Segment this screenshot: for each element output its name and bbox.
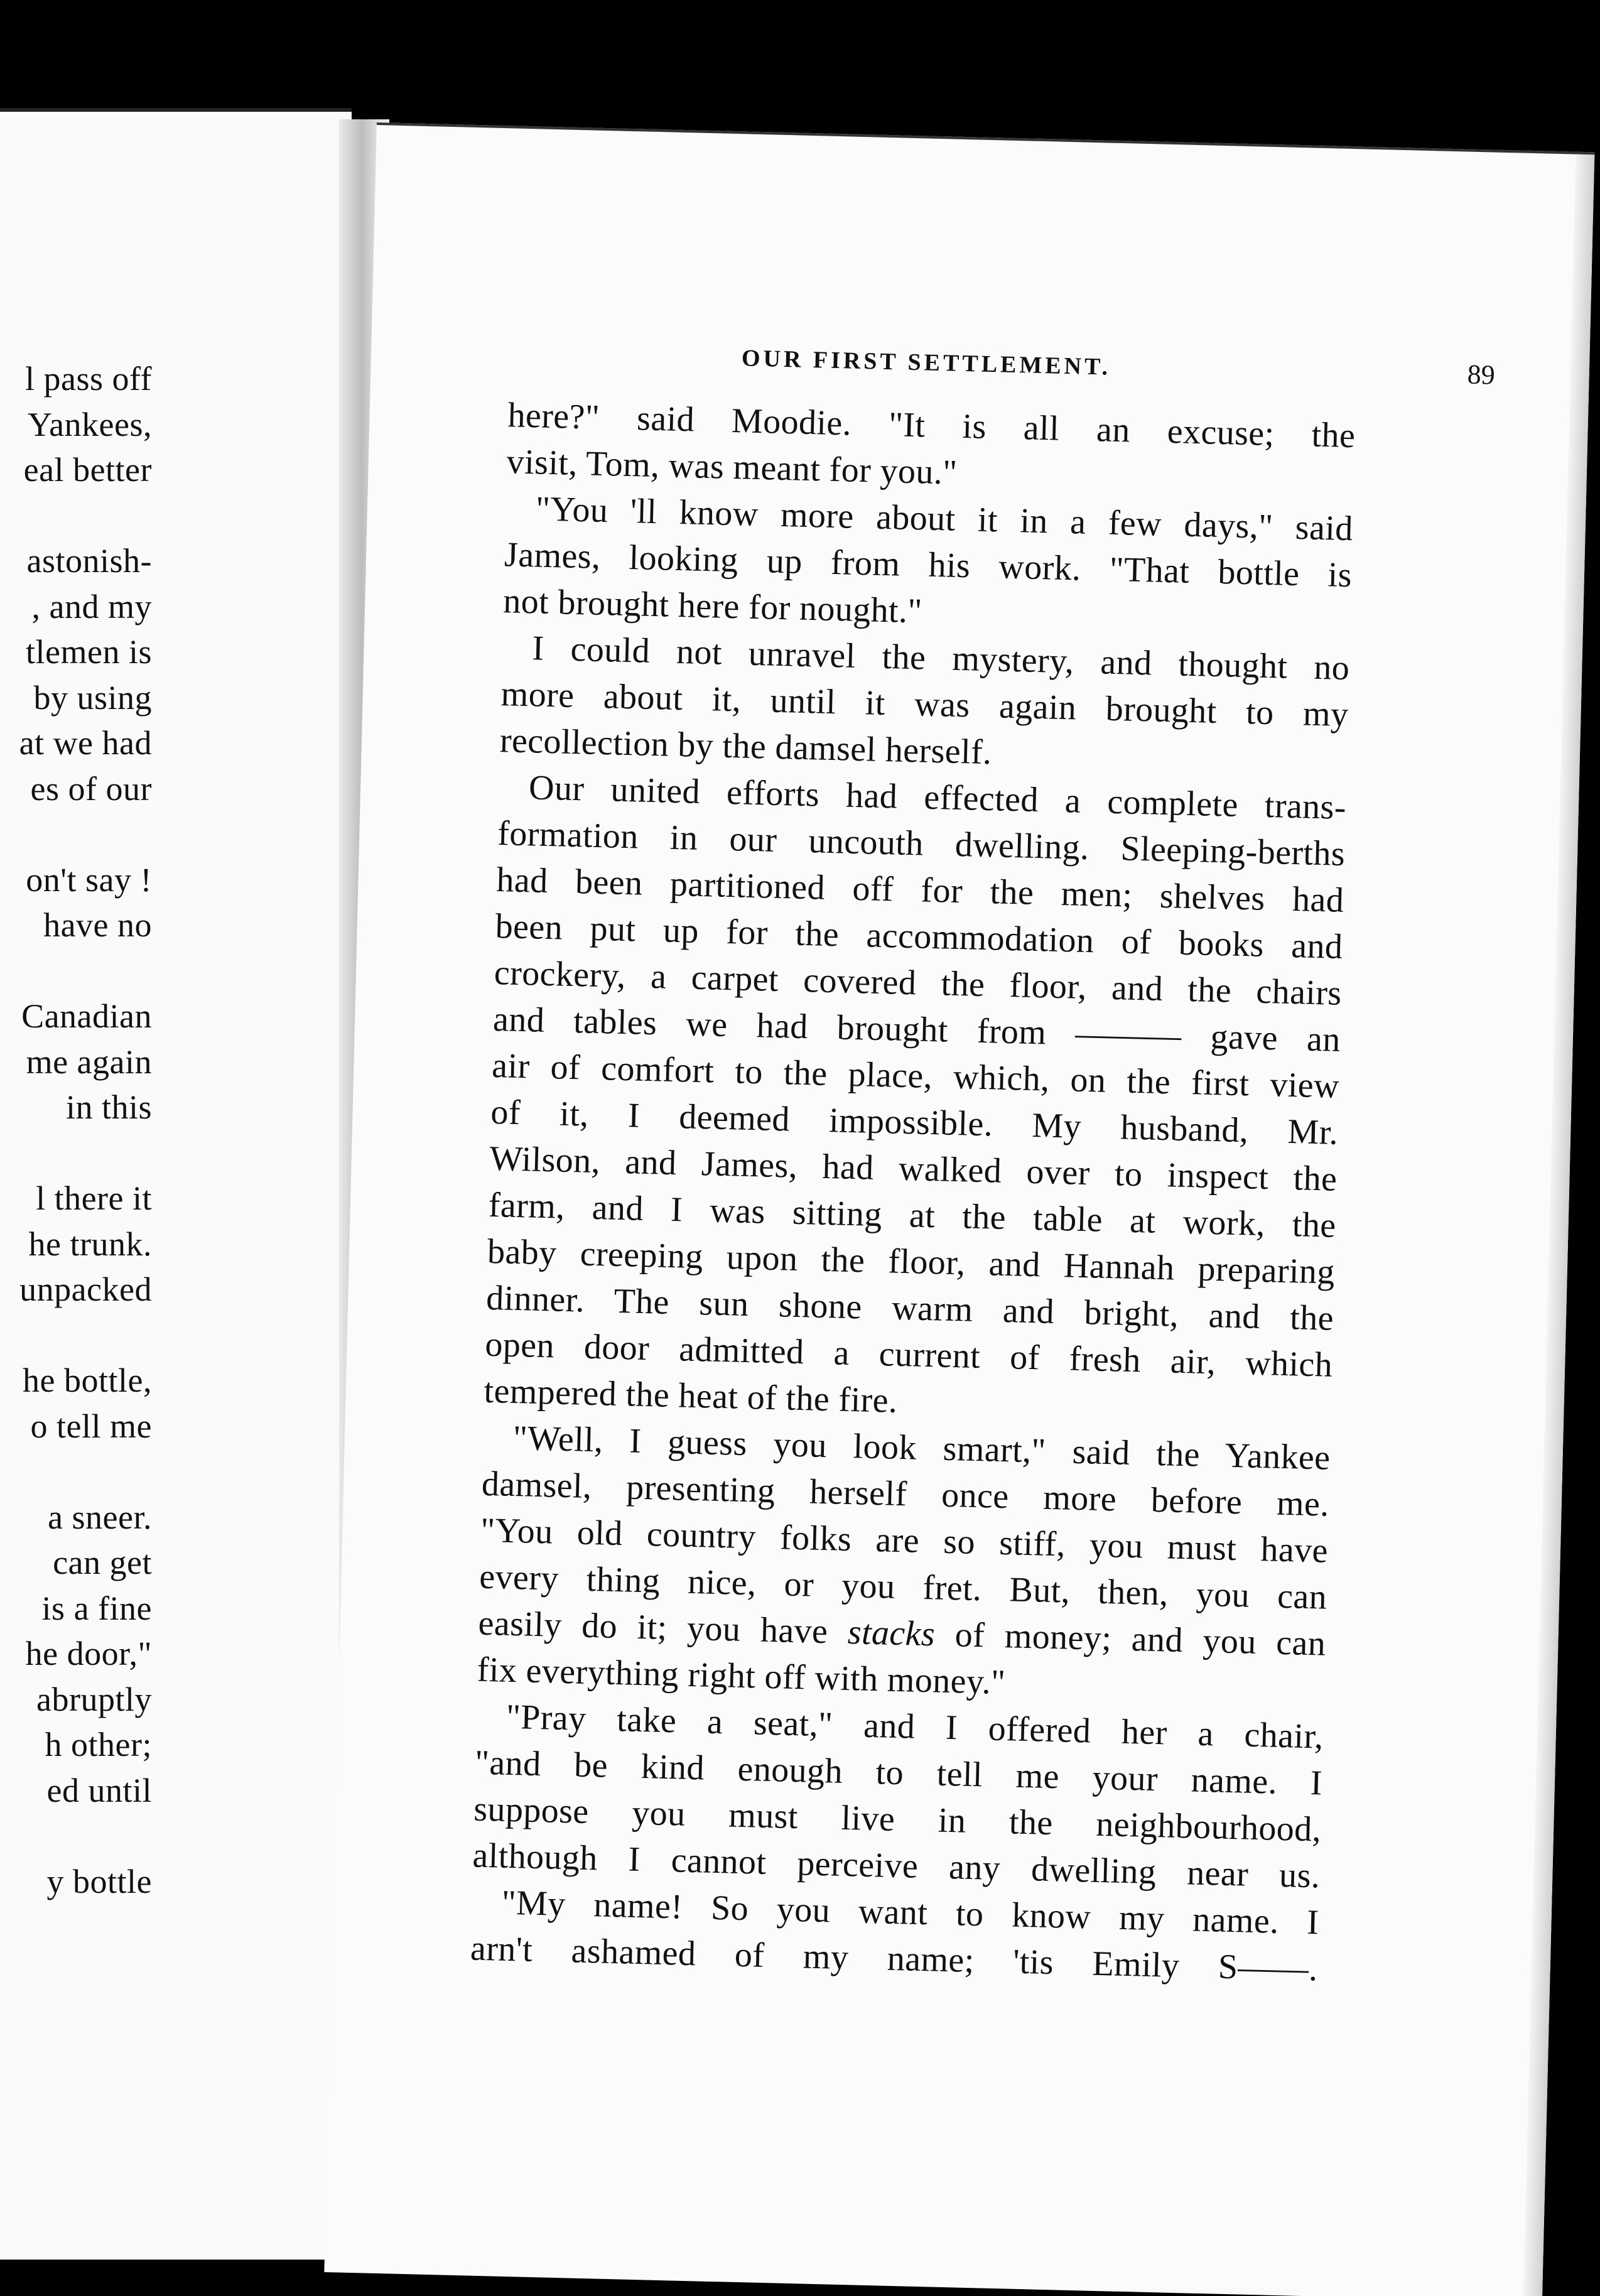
- text-line: air of comfort to the place, which, on the first view: [491, 1046, 1340, 1106]
- text-line: "Pray take a seat," and I offered her a chair,: [505, 1697, 1324, 1757]
- text-line: "My name! So you want to know my name. I: [501, 1883, 1320, 1942]
- left-page-line: eal better: [23, 451, 152, 489]
- left-page-line: he trunk.: [28, 1225, 152, 1263]
- text-line: farm, and I was sitting at the table at work, the: [488, 1185, 1337, 1245]
- text-line: easily do it; you have stacks of money; and you can: [477, 1603, 1327, 1664]
- text-line: crockery, a carpet covered the floor, and the chairs: [494, 953, 1343, 1013]
- text-line: open door admitted a current of fresh air, which: [484, 1324, 1333, 1385]
- left-page-line: abruptly: [36, 1680, 152, 1718]
- left-page-line: o tell me: [30, 1407, 152, 1445]
- text-line: suppose you must live in the neighbourhood,: [473, 1789, 1322, 1849]
- text-line: formation in our uncouth dwelling. Sleeping-berths: [497, 814, 1346, 874]
- text-line: Our united efforts had effected a complete trans-: [528, 768, 1347, 828]
- text-line: not brought here for nought.": [502, 582, 923, 631]
- page-number: 89: [1467, 359, 1496, 391]
- left-page-line: is a fine: [41, 1589, 152, 1627]
- left-page-line: l pass off: [25, 360, 152, 398]
- left-page-line: ed until: [46, 1771, 152, 1809]
- text-line: and tables we had brought from ——— gave an: [492, 999, 1341, 1059]
- text-line: dinner. The sun shone warm and bright, and the: [485, 1278, 1334, 1338]
- page-edge: [1523, 154, 1595, 2296]
- text-line: been put up for the accommodation of books and: [495, 907, 1344, 967]
- text-line: "Well, I guess you look smart," said the Yankee: [512, 1418, 1331, 1478]
- text-line: I could not unravel the mystery, and thought no: [531, 629, 1350, 688]
- right-page: [324, 122, 1594, 2296]
- text-line: of it, I deemed impossible. My husband, Mr.: [490, 1092, 1339, 1152]
- text-line: although I cannot perceive any dwelling near us.: [472, 1836, 1321, 1896]
- left-page-line: in this: [65, 1088, 152, 1126]
- body-text: [470, 392, 1356, 1989]
- left-page-line: on't say !: [26, 860, 152, 899]
- left-page-line: have no: [43, 906, 152, 944]
- text-line: had been partitioned off for the men; shelves had: [495, 860, 1344, 920]
- text-line: James, looking up from his work. "That bottle is: [504, 535, 1353, 595]
- left-page-line: y bottle: [46, 1862, 152, 1900]
- text-line: damsel, presenting herself once more before me.: [481, 1464, 1330, 1524]
- text-line: arn't ashamed of my name; 'tis Emily S——.: [470, 1929, 1319, 1989]
- left-page-line: me again: [26, 1042, 152, 1081]
- left-page-line: at we had: [19, 724, 152, 762]
- page-header: [741, 344, 1495, 400]
- left-page-line: unpacked: [19, 1270, 152, 1308]
- text-line: fix everything right off with money.": [477, 1650, 1007, 1703]
- left-page: [0, 108, 352, 2260]
- text-line: tempered the heat of the fire.: [483, 1371, 899, 1421]
- left-page-line: astonish-: [26, 542, 152, 580]
- left-page-line: tlemen is: [26, 633, 152, 671]
- left-page-line: by using: [33, 678, 152, 717]
- left-page-line: he door,": [25, 1635, 152, 1672]
- text-line: every thing nice, or you fret. But, then, you can: [478, 1557, 1327, 1617]
- left-page-line: l there it: [36, 1179, 152, 1217]
- text-line: more about it, until it was again brought to my: [500, 674, 1349, 735]
- text-line: baby creeping upon the floor, and Hannah preparing: [487, 1232, 1336, 1292]
- text-line: Wilson, and James, had walked over to inspect the: [489, 1139, 1338, 1199]
- left-page-line: Yankees,: [27, 405, 152, 443]
- text-line: "and be kind enough to tell me your name. I: [474, 1743, 1323, 1803]
- left-page-line: h other;: [45, 1726, 152, 1763]
- left-page-line: can get: [53, 1544, 152, 1581]
- text-line: visit, Tom, was meant for you.": [506, 442, 958, 492]
- running-head: OUR FIRST SETTLEMENT.: [741, 345, 1111, 381]
- text-line: "You 'll know more about it in a few days," said: [535, 489, 1354, 549]
- left-page-line: he bottle,: [23, 1362, 152, 1399]
- left-page-line: , and my: [31, 587, 152, 625]
- text-line: here?" said Moodie. "It is all an excuse; the: [507, 396, 1356, 456]
- left-page-line: es of our: [30, 769, 152, 808]
- left-page-line: Canadian: [21, 997, 152, 1035]
- left-page-line: a sneer.: [48, 1498, 152, 1536]
- text-line: "You old country folks are so stiff, you must have: [480, 1510, 1329, 1571]
- text-line: recollection by the damsel herself.: [499, 721, 993, 772]
